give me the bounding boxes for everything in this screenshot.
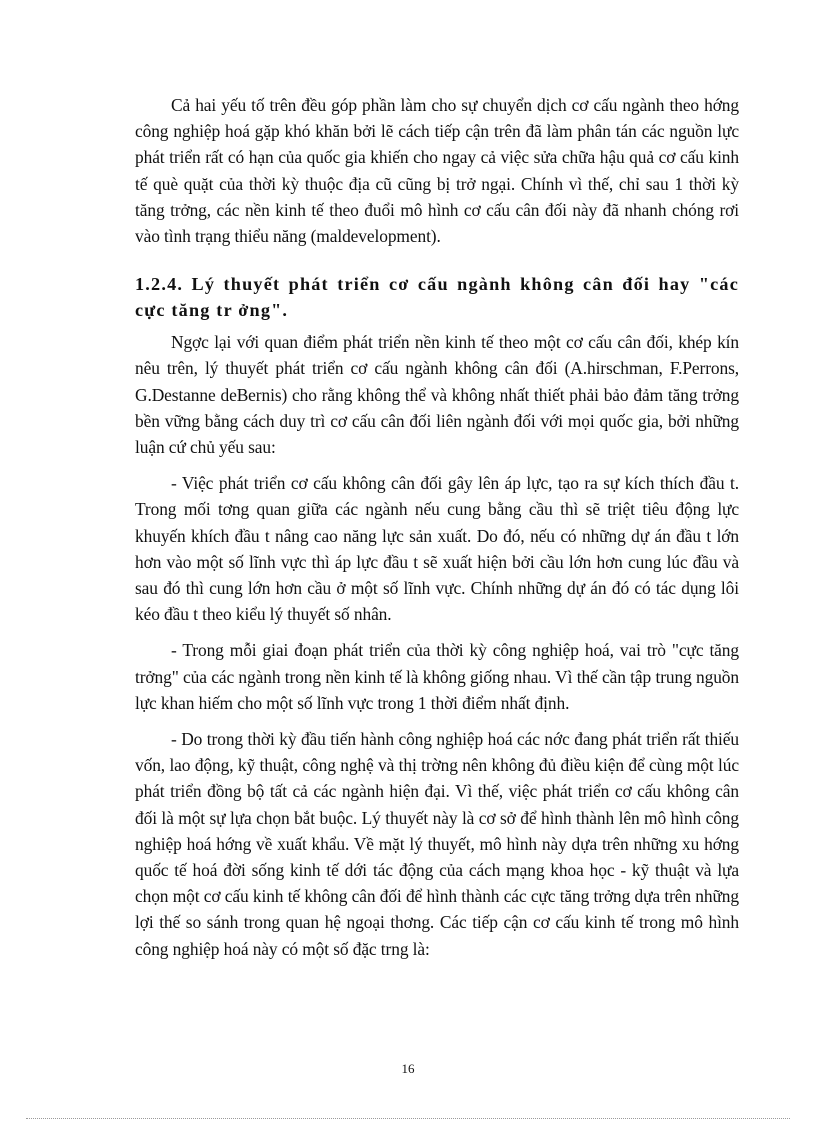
page-bottom-divider — [26, 1118, 790, 1119]
paragraph-5: - Do trong thời kỳ đầu tiến hành công nghiệp hoá các nớc đang phát triển rất thiếu vốn, lao động, kỹ thuật, công nghệ và thị trờng nên không đủ điều kiện để cùng một lúc phát triển đồng bộ tất cả các ngành hiện đại. Vì thế, việc phát triển cơ cấu không cân đối là một sự lựa chọn bắt buộc. Lý thuyết này là cơ sở để hình thành lên mô hình công nghiệp hoá hớng về xuất khẩu. Về mặt lý thuyết, mô hình này dựa trên những xu hớng quốc tế hoá đời sống kinh tế dới tác động của cách mạng khoa học - kỹ thuật và lựa chọn một cơ cấu kinh tế không cân đối để hình thành các cực tăng trởng dựa trên những lợi thế so sánh trong quan hệ ngoại thơng. Các tiếp cận cơ cấu kinh tế trong mô hình công nghiệp hoá này có một số đặc trng là: — [135, 729, 739, 959]
section-heading: 1.2.4. Lý thuyết phát triển cơ cấu ngành không cân đối hay "các cực tăng tr ởng". — [135, 274, 739, 321]
document-page — [135, 92, 739, 972]
paragraph-1: Cả hai yếu tố trên đều góp phần làm cho sự chuyển dịch cơ cấu ngành theo hớng công nghiệp hoá gặp khó khăn bởi lẽ cách tiếp cận trên đã làm phân tán các nguồn lực phát triển rất có hạn của quốc gia khiến cho ngay cả việc sửa chữa hậu quả cơ cấu kinh tế què quặt của thời kỳ thuộc địa cũ cũng bị trở ngại. Chính vì thế, chỉ sau 1 thời kỳ tăng trởng, các nền kinh tế theo đuổi mô hình cơ cấu cân đối này đã nhanh chóng rơi vào tình trạng thiểu năng (maldevelopment). — [135, 95, 739, 247]
page-number: 16 — [401, 1061, 415, 1076]
paragraph-3: - Việc phát triển cơ cấu không cân đối gây lên áp lực, tạo ra sự kích thích đầu t. Trong mối tơng quan giữa các ngành nếu cung bằng cầu thì sẽ triệt tiêu động lực khuyến khích đầu t nâng cao năng lực sản xuất. Do đó, nếu có những dự án đầu t lớn hơn vào một số lĩnh vực thì áp lực đầu t sẽ xuất hiện bởi cầu lớn hơn cung lúc đầu và sau đó thì cung lớn hơn cầu ở một số lĩnh vực. Chính những dự án đó có tác dụng lôi kéo đầu t theo kiểu lý thuyết số nhân. — [135, 473, 739, 625]
paragraph-4: - Trong mỗi giai đoạn phát triển của thời kỳ công nghiệp hoá, vai trò "cực tăng trởng" của các ngành trong nền kinh tế là không giống nhau. Vì thế cần tập trung nguồn lực khan hiếm cho một số lĩnh vực trong 1 thời điểm nhất định. — [135, 640, 739, 713]
paragraph-2: Ngợc lại với quan điểm phát triển nền kinh tế theo một cơ cấu cân đối, khép kín nêu trên, lý thuyết phát triển cơ cấu ngành không cân đối (A.hirschman, F.Perrons, G.Destanne deBernis) cho rằng không thể và không nhất thiết phải bảo đảm tăng trởng bền vững bằng cách duy trì cơ cấu cân đối liên ngành đối với mọi quốc gia, bởi những luận cứ chủ yếu sau: — [135, 332, 739, 458]
